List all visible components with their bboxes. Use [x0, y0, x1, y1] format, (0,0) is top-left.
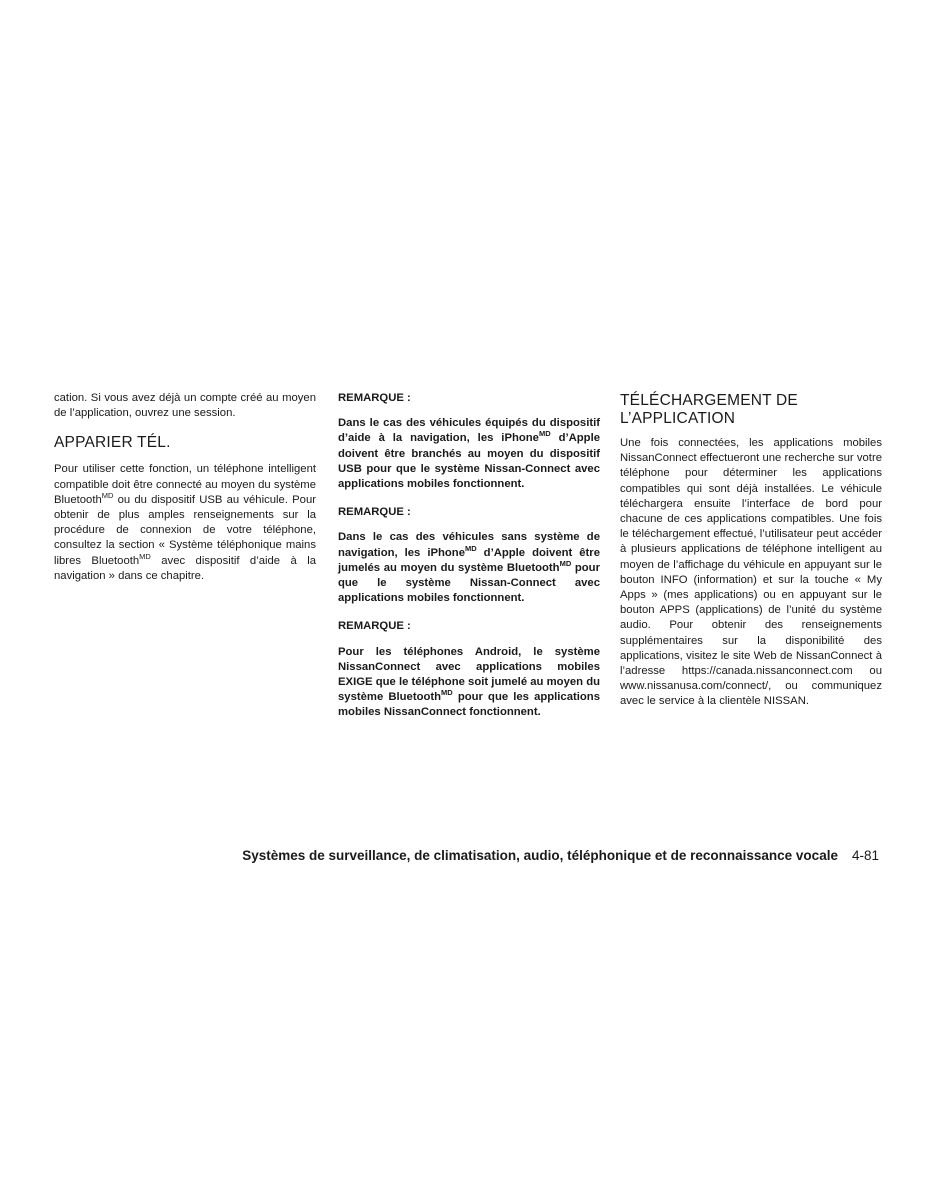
right-column: [620, 391, 882, 710]
note-text: [338, 416, 600, 492]
pair-phone-text-2: ou du dispositif USB au véhicule. Pour obtenir de plus amples renseignements sur la procédure de connexion de votre téléphone, consultez la section « Système téléphonique mains libres Bluetooth: [54, 493, 316, 567]
pair-phone-text-1: Pour utiliser cette fonction, un téléphone intelligent compatible doit être connecté au moyen du système Bluetooth: [54, 463, 316, 506]
page-footer: [242, 848, 879, 863]
middle-column: [338, 391, 600, 734]
note-title: REMARQUE :: [338, 620, 411, 633]
trademark-superscript: MD: [441, 688, 453, 698]
intro-paragraph: cation. Si vous avez déjà un compte créé au moyen de l’application, ouvrez une session.: [54, 392, 316, 420]
page-number: 4-81: [851, 848, 879, 863]
note-text-part: pour que le système Nissan-Connect avec applications mobiles fonctionnent.: [338, 561, 600, 605]
note-title: REMARQUE :: [338, 392, 411, 404]
note-text-part: Pour les téléphones Android, le système NissanConnect avec applications mobiles EXIGE que le téléphone soit jumelé au moyen du système Bluetooth: [338, 645, 600, 704]
trademark-superscript: MD: [139, 551, 151, 561]
footer-section-title: Systèmes de surveillance, de climatisation, audio, téléphonique et de reconnaissance vocale: [242, 848, 838, 863]
pair-phone-text-3: avec dispositif d’aide à la navigation » dans ce chapitre.: [54, 554, 317, 582]
left-column: [54, 391, 316, 584]
note-title: REMARQUE :: [338, 506, 411, 519]
note-block: [338, 391, 600, 492]
heading-line: L’APPLICATION: [620, 410, 736, 427]
note-text-part: d’Apple doivent être branchés au moyen du dispositif USB pour que le système Nissan-Connect avec applications mobiles fonctionnent.: [338, 432, 600, 491]
note-text-part: Dans le cas des véhicules sans système de navigation, les iPhone: [338, 531, 600, 559]
note-text: [338, 645, 600, 721]
note-text-part: pour que les applications mobiles NissanConnect fonctionnent.: [338, 691, 600, 719]
note-block: [338, 505, 600, 606]
section-heading-pair-phone: APPARIER TÉL.: [54, 434, 171, 452]
trademark-superscript: MD: [465, 543, 477, 553]
section-heading-app-download: [620, 392, 882, 428]
trademark-superscript: MD: [101, 490, 114, 500]
pair-phone-paragraph: [54, 462, 316, 584]
trademark-superscript: MD: [538, 429, 551, 439]
note-block: [338, 619, 600, 720]
note-text: [338, 530, 600, 606]
heading-line: TÉLÉCHARGEMENT DE: [620, 392, 798, 409]
note-text-part: Dans le cas des véhicules équipés du dispositif d’aide à la navigation, les iPhone: [338, 417, 600, 445]
trademark-superscript: MD: [559, 558, 572, 568]
note-text-part: d’Apple doivent être jumelés au moyen du système Bluetooth: [338, 546, 600, 574]
app-download-paragraph: Une fois connectées, les applications mobiles NissanConnect effectueront une recherche sur votre téléphone pour déterminer les applications compatibles qui sont déjà installées. Le véhicule téléchargera ensuite l’interface de bord pour chacune de ces applications compatibles. Une fois le téléchargement effectué, l’utilisateur peut accéder à plusieurs applications de téléphone intelligent au moyen de l’affichage du véhicule en appuyant sur le bouton INFO (information) et sur la touche « My Apps » (mes applications) ou en appuyant sur le bouton APPS (applications) de l’unité du système audio. Pour obtenir des renseignements supplémentaires sur la disponibilité des applications, visitez le site Web de NissanConnect à l’adresse https://canada.nissanconnect.com ou www.nissanusa.com/connect/, ou communiquez avec le service à la clientèle NISSAN.: [620, 437, 882, 708]
